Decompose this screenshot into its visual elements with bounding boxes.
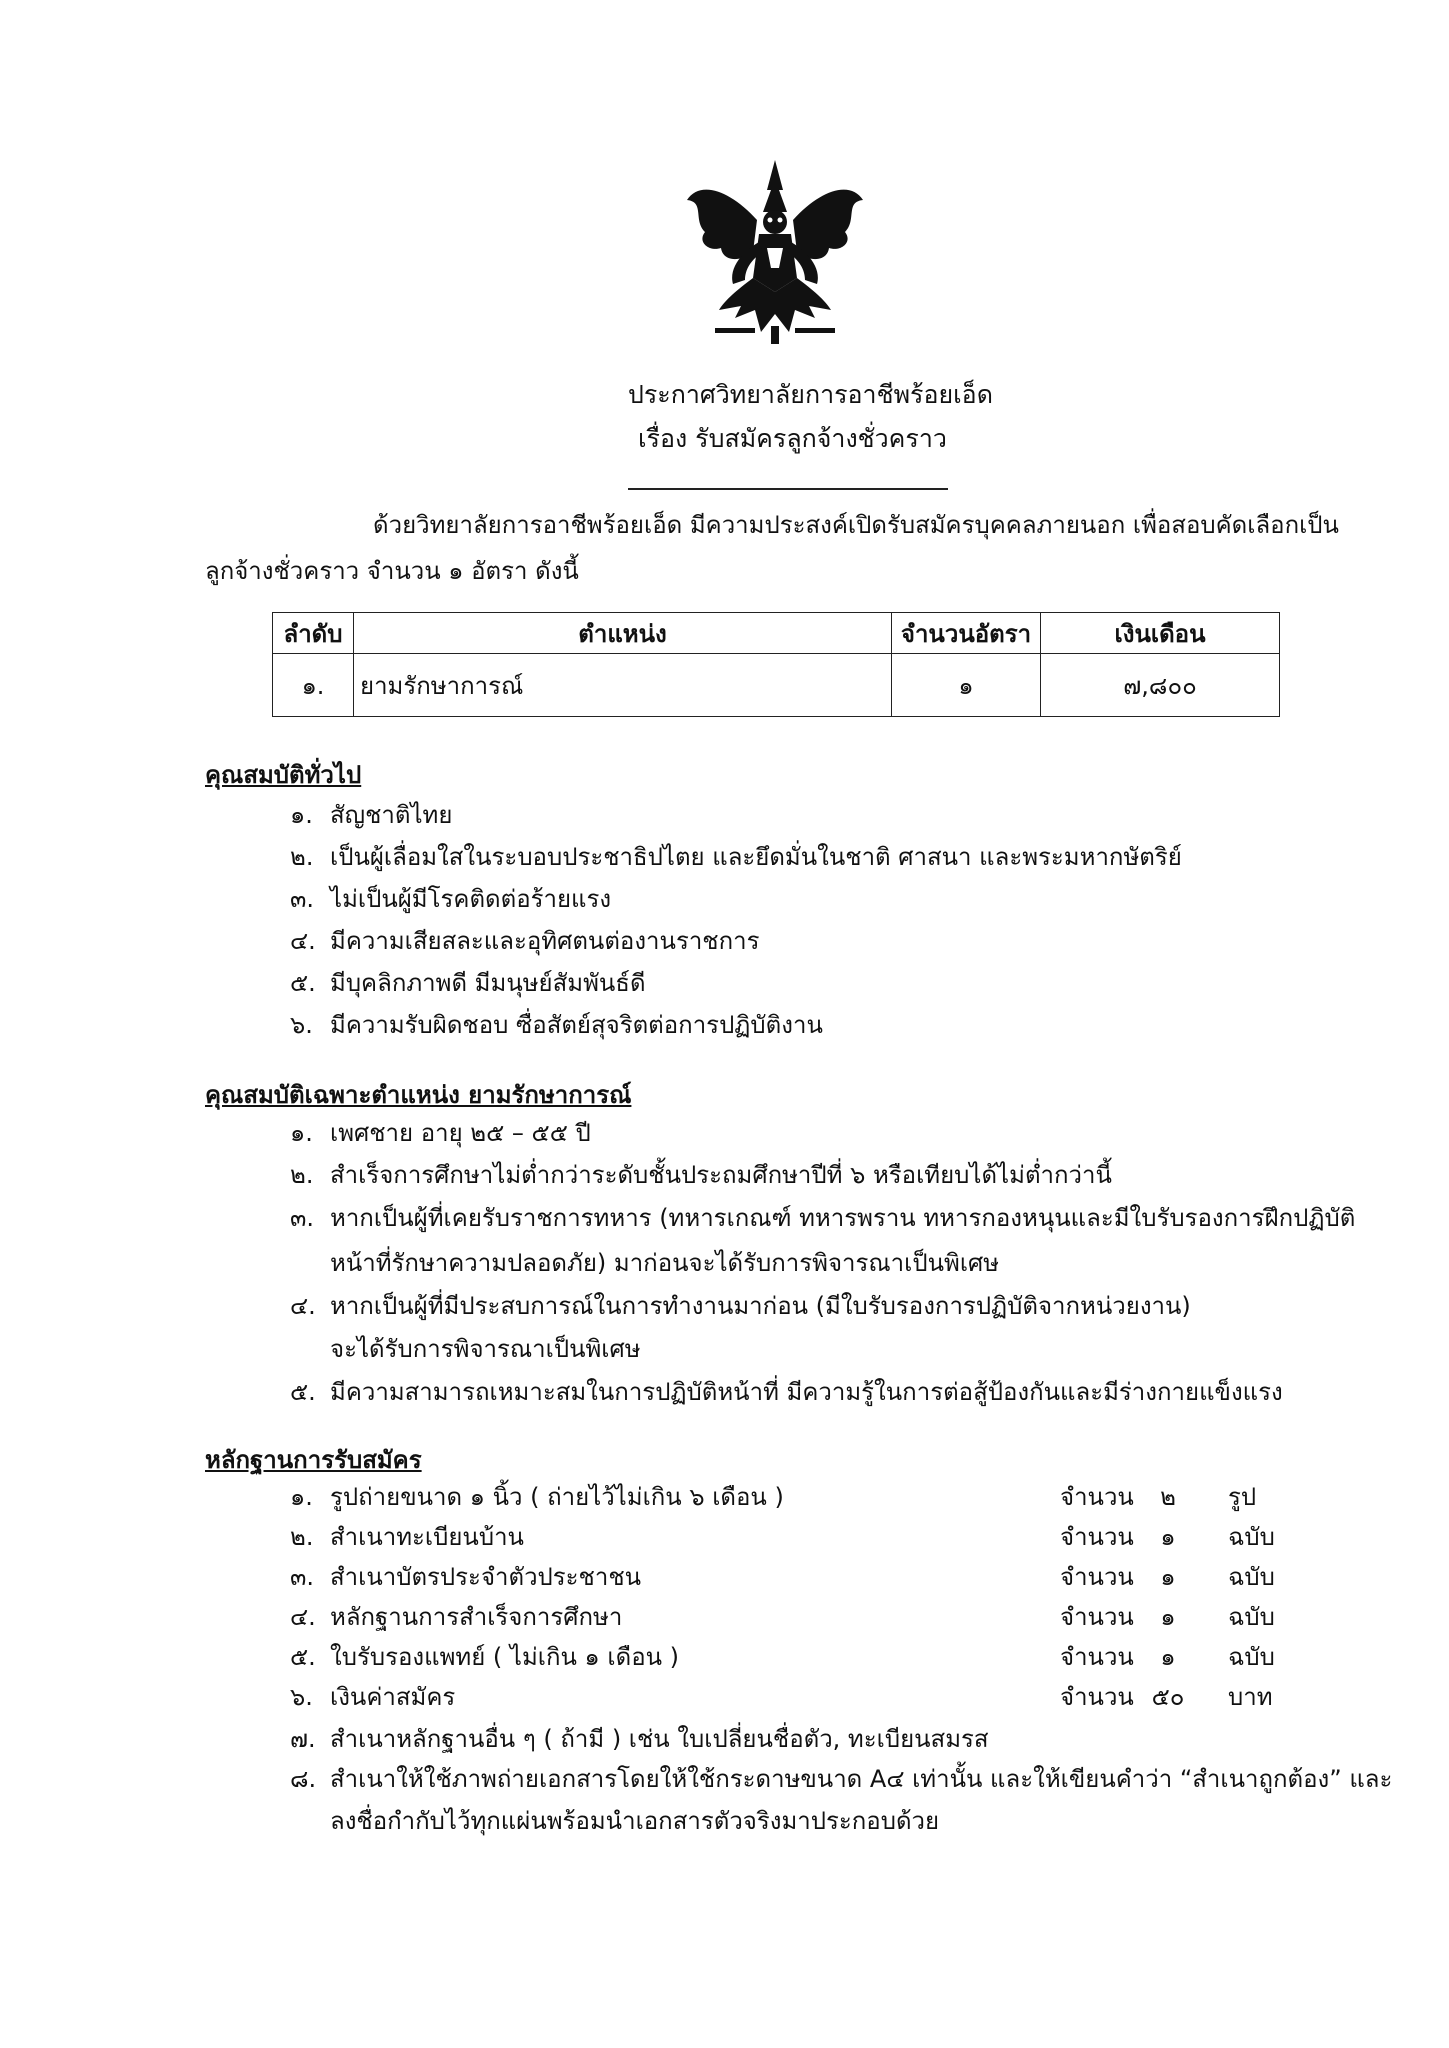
specific-qualifications-heading: คุณสมบัติเฉพาะตำแหน่ง ยามรักษาการณ์ bbox=[205, 1081, 632, 1109]
row-position: ยามรักษาการณ์ bbox=[354, 654, 892, 717]
garuda-emblem bbox=[675, 150, 875, 350]
list-item: ๒. สำเร็จการศึกษาไม่ต่ำกว่าระดับชั้นประถมศึกษาปีที่ ๖ หรือเทียบได้ไม่ต่ำกว่านี้ bbox=[290, 1161, 1112, 1189]
document-unit: รูป bbox=[1228, 1483, 1257, 1511]
positions-table bbox=[272, 612, 1280, 717]
documents-heading: หลักฐานการรับสมัคร bbox=[205, 1446, 422, 1474]
document-qty-label: จำนวน bbox=[1060, 1643, 1134, 1671]
list-item: ๓. หากเป็นผู้ที่เคยรับราชการทหาร (ทหารเกณฑ์ ทหารพราน ทหารกองหนุนและมีใบรับรองการฝึกปฏิบัติ bbox=[290, 1204, 1356, 1232]
announcement-title: ประกาศวิทยาลัยการอาชีพร้อยเอ็ด bbox=[628, 380, 993, 409]
list-item: ๔. มีความเสียสละและอุทิศตนต่องานราชการ bbox=[290, 927, 760, 955]
list-item: ๓. ไม่เป็นผู้มีโรคติดต่อร้ายแรง bbox=[290, 885, 612, 913]
document-item: ๕. ใบรับรองแพทย์ ( ไม่เกิน ๑ เดือน ) bbox=[290, 1643, 680, 1671]
document-qty: ๑ bbox=[1160, 1523, 1176, 1551]
header-no: ลำดับ bbox=[273, 613, 354, 654]
document-item: ๗. สำเนาหลักฐานอื่น ๆ ( ถ้ามี ) เช่น ใบเปลี่ยนชื่อตัว, ทะเบียนสมรส bbox=[290, 1725, 989, 1753]
general-qualifications-heading: คุณสมบัติทั่วไป bbox=[205, 761, 362, 789]
intro-line-1: ด้วยวิทยาลัยการอาชีพร้อยเอ็ด มีความประสงค์เปิดรับสมัครบุคคลภายนอก เพื่อสอบคัดเลือกเป็น bbox=[373, 511, 1339, 539]
document-unit: บาท bbox=[1228, 1683, 1273, 1711]
table-row bbox=[273, 654, 1280, 717]
document-item: ๘. สำเนาให้ใช้ภาพถ่ายเอกสารโดยให้ใช้กระดาษขนาด A๔ เท่านั้น และให้เขียนคำว่า “สำเนาถูกต้อง” และ bbox=[290, 1765, 1393, 1793]
document-qty: ๒ bbox=[1160, 1483, 1176, 1511]
list-item: ๒. เป็นผู้เลื่อมใสในระบอบประชาธิปไตย และยึดมั่นในชาติ ศาสนา และพระมหากษัตริย์ bbox=[290, 843, 1182, 871]
header-salary: เงินเดือน bbox=[1041, 613, 1280, 654]
document-item-continuation: ลงชื่อกำกับไว้ทุกแผ่นพร้อมนำเอกสารตัวจริงมาประกอบด้วย bbox=[330, 1807, 940, 1835]
list-item: ๕. มีบุคลิกภาพดี มีมนุษย์สัมพันธ์ดี bbox=[290, 969, 646, 997]
document-item: ๑. รูปถ่ายขนาด ๑ นิ้ว ( ถ่ายไว้ไม่เกิน ๖ เดือน ) bbox=[290, 1483, 784, 1511]
document-unit: ฉบับ bbox=[1228, 1563, 1275, 1591]
document-unit: ฉบับ bbox=[1228, 1523, 1275, 1551]
title-divider bbox=[628, 488, 948, 490]
intro-line-2: ลูกจ้างชั่วคราว จำนวน ๑ อัตรา ดังนี้ bbox=[205, 557, 579, 585]
document-qty-label: จำนวน bbox=[1060, 1563, 1134, 1591]
row-count: ๑ bbox=[892, 654, 1041, 717]
document-qty: ๑ bbox=[1160, 1603, 1176, 1631]
list-item-continuation: จะได้รับการพิจารณาเป็นพิเศษ bbox=[330, 1335, 641, 1363]
document-qty-label: จำนวน bbox=[1060, 1603, 1134, 1631]
header-count: จำนวนอัตรา bbox=[892, 613, 1041, 654]
header-position: ตำแหน่ง bbox=[354, 613, 892, 654]
list-item-continuation: หน้าที่รักษาความปลอดภัย) มาก่อนจะได้รับการพิจารณาเป็นพิเศษ bbox=[330, 1249, 1000, 1277]
list-item: ๖. มีความรับผิดชอบ ซื่อสัตย์สุจริตต่อการปฏิบัติงาน bbox=[290, 1011, 823, 1039]
row-salary: ๗,๘๐๐ bbox=[1041, 654, 1280, 717]
list-item: ๑. เพศชาย อายุ ๒๕ – ๕๕ ปี bbox=[290, 1119, 591, 1147]
document-qty-label: จำนวน bbox=[1060, 1483, 1134, 1511]
document-qty: ๑ bbox=[1160, 1643, 1176, 1671]
row-no: ๑. bbox=[273, 654, 354, 717]
list-item: ๕. มีความสามารถเหมาะสมในการปฏิบัติหน้าที่ มีความรู้ในการต่อสู้ป้องกันและมีร่างกายแข็งแรง bbox=[290, 1378, 1283, 1406]
document-item: ๒. สำเนาทะเบียนบ้าน bbox=[290, 1523, 524, 1551]
document-item: ๔. หลักฐานการสำเร็จการศึกษา bbox=[290, 1603, 623, 1631]
document-qty-label: จำนวน bbox=[1060, 1683, 1134, 1711]
list-item: ๑. สัญชาติไทย bbox=[290, 801, 453, 829]
document-qty-label: จำนวน bbox=[1060, 1523, 1134, 1551]
announcement-subject: เรื่อง รับสมัครลูกจ้างชั่วคราว bbox=[638, 424, 947, 453]
table-header-row bbox=[273, 613, 1280, 654]
document-item: ๓. สำเนาบัตรประจำตัวประชาชน bbox=[290, 1563, 642, 1591]
document-qty: ๑ bbox=[1160, 1563, 1176, 1591]
list-item: ๔. หากเป็นผู้ที่มีประสบการณ์ในการทำงานมาก่อน (มีใบรับรองการปฏิบัติจากหน่วยงาน) bbox=[290, 1292, 1191, 1320]
document-unit: ฉบับ bbox=[1228, 1643, 1275, 1671]
document-item: ๖. เงินค่าสมัคร bbox=[290, 1683, 456, 1711]
document-qty: ๕๐ bbox=[1151, 1683, 1185, 1711]
document-unit: ฉบับ bbox=[1228, 1603, 1275, 1631]
